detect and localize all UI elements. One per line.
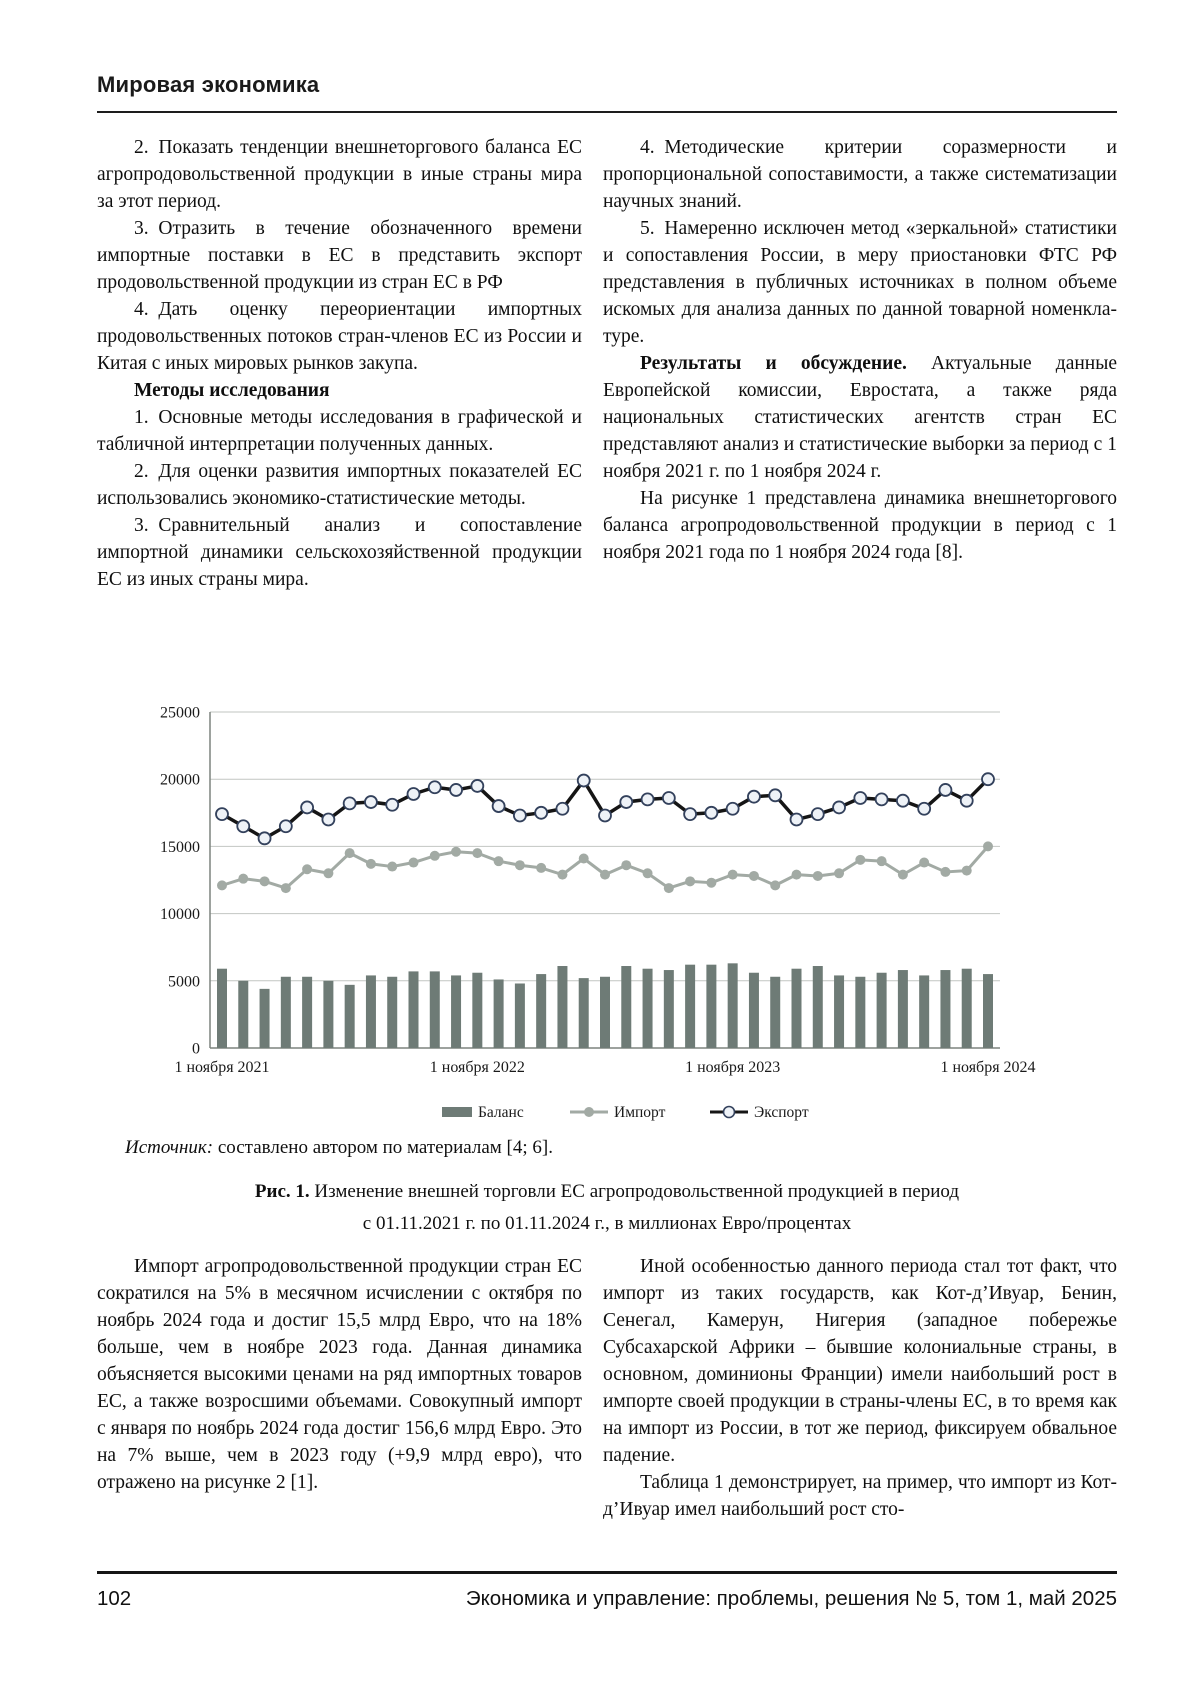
source-text: составлено автором по материалам [4; 6]. (213, 1137, 553, 1158)
legend-import-label: Импорт (614, 1104, 666, 1121)
journal-title: Экономика и управление: проблемы, решения № 5, том 1, май 2025 (465, 1587, 1117, 1610)
legend-balance-label: Баланс (478, 1104, 524, 1121)
trade-dynamics-chart (97, 645, 1117, 1127)
export-line (216, 773, 994, 844)
top-text-columns (97, 134, 1117, 593)
legend-balance-swatch (442, 1107, 472, 1117)
paragraph: Таблица 1 демонстрирует, на пример, что импорт из Кот-д’Ивуар имел наибольший рост сто- (603, 1472, 1117, 1520)
paragraph-lead: Результаты и обсуждение. (640, 353, 907, 374)
paragraph: 2. Для оценки развития импортных показателей ЕС использовались экономико-статистические методы. (97, 461, 582, 509)
figure-1 (97, 645, 1117, 1127)
paragraph: 4. Методические критерии соразмерности и пропорциональной сопоставимости, а также систематизации научных знаний. (603, 137, 1117, 212)
balance-bars (217, 963, 993, 1048)
bottom-text-columns (97, 1253, 1117, 1523)
svg-text:25000: 25000 (160, 704, 200, 722)
figure-caption-line2: с 01.11.2021 г. по 01.11.2024 г., в миллионах Евро/процентах (362, 1213, 852, 1234)
svg-text:1 ноября 2024: 1 ноября 2024 (940, 1059, 1036, 1076)
footer-rule (97, 1571, 1117, 1574)
figure-caption-line1 (97, 1176, 1117, 1208)
legend-export-label: Экспорт (754, 1104, 809, 1121)
page-footer (97, 1587, 1117, 1611)
paragraph: Результаты и обсуждение. Актуальные данные Европейской комиссии, Евростата, а также ряда национальных статистических агентств стран ЕС представляют анализ и статистические выборки за период с 1 ноября 2021 г. по 1 ноября 2024 г. (603, 353, 1117, 482)
y-axis-labels (160, 705, 200, 1058)
figure-caption (97, 1176, 1117, 1240)
svg-text:1 ноября 2021: 1 ноября 2021 (174, 1059, 270, 1076)
paragraph: 2. Показать тенденции внешнеторгового баланса ЕС агропродовольственной продукции в иные страны мира за этот период. (97, 137, 582, 212)
top-left-column (97, 134, 582, 593)
import-line (217, 841, 993, 893)
svg-text:20000: 20000 (160, 771, 200, 789)
paragraph: На рисунке 1 представлена динамика внешнеторгового баланса агропродовольственной продукции в период с 1 ноября 2021 года по 1 ноября 2024 года [8]. (603, 488, 1117, 563)
paragraph: 5. Намеренно исключен метод «зеркальной» статистики и сопоставления России, в меру приостановки ФТС РФ представления в публичных источниках в полном объеме искомых для анализа данных по данной товарной номенклатуре. (603, 218, 1117, 347)
svg-text:10000: 10000 (160, 906, 200, 924)
bottom-right-column (603, 1253, 1117, 1523)
page-number: 102 (97, 1587, 132, 1610)
paragraph: 3. Отразить в течение обозначенного времени импортные поставки в ЕС в представить экспорт продовольственной продукции из стран ЕС в РФ (97, 218, 582, 293)
top-right-column (603, 134, 1117, 593)
svg-text:5000: 5000 (168, 973, 200, 991)
header-rule (97, 111, 1117, 113)
svg-text:0: 0 (192, 1040, 200, 1058)
figure-source (125, 1137, 1115, 1159)
source-label: Источник: (125, 1137, 214, 1158)
paragraph: Импорт агропродовольственной продукции стран ЕС сократился на 5% в месячном исчислении с октября по ноябрь 2024 года и достиг 15,5 млрд Евро, что на 18% больше, чем в ноябре 2023 года. Данная динамика объясняется высокими ценами на ряд импортных товаров ЕС, а также возросшими объемами. Совокупный импорт с января по ноябрь 2024 года достиг 156,6 млрд Евро. Это на 7% выше, чем в 2023 году (+9,9 млрд евро), что отражено на рисунке 2 [1]. (97, 1256, 582, 1493)
paragraph: 3. Сравнительный анализ и сопоставление импортной динамики сельскохозяйственной продукции ЕС из иных страны мира. (97, 515, 582, 590)
section-header: Мировая экономика (97, 72, 320, 97)
figure-number-label: Рис. 1. (254, 1181, 310, 1202)
paragraph: 4. Дать оценку переориентации импортных продовольственных потоков стран-членов ЕС из России и Китая с иных мировых рынков закупа. (97, 299, 582, 374)
x-axis-labels (174, 1059, 1035, 1076)
bottom-left-column (97, 1253, 582, 1523)
legend (442, 1104, 809, 1121)
running-head (97, 72, 1117, 113)
paragraph (97, 377, 582, 404)
paragraph-lead: Методы исследования (134, 380, 330, 401)
svg-text:15000: 15000 (160, 838, 200, 856)
svg-text:1 ноября 2022: 1 ноября 2022 (429, 1059, 525, 1076)
paragraph: 1. Основные методы исследования в графической и табличной интерпретации полученных данных. (97, 407, 582, 455)
paragraph: Иной особенностью данного периода стал тот факт, что импорт из таких государств, как Кот-д’Ивуар, Бенин, Сенегал, Камерун, Нигерия (западное побережье Субсахарской Африки – бывшие колониальные страны, в основном, доминионы Франции) имели наибольший рост в импорте своей продукции в страны-члены ЕС, в то время как на импорт из России, в тот же период, фиксируем обвальное падение. (603, 1256, 1117, 1466)
svg-text:1 ноября 2023: 1 ноября 2023 (685, 1059, 781, 1076)
figure-caption-text: Изменение внешней торговли ЕС агропродовольственной продукцией в период (314, 1181, 960, 1202)
